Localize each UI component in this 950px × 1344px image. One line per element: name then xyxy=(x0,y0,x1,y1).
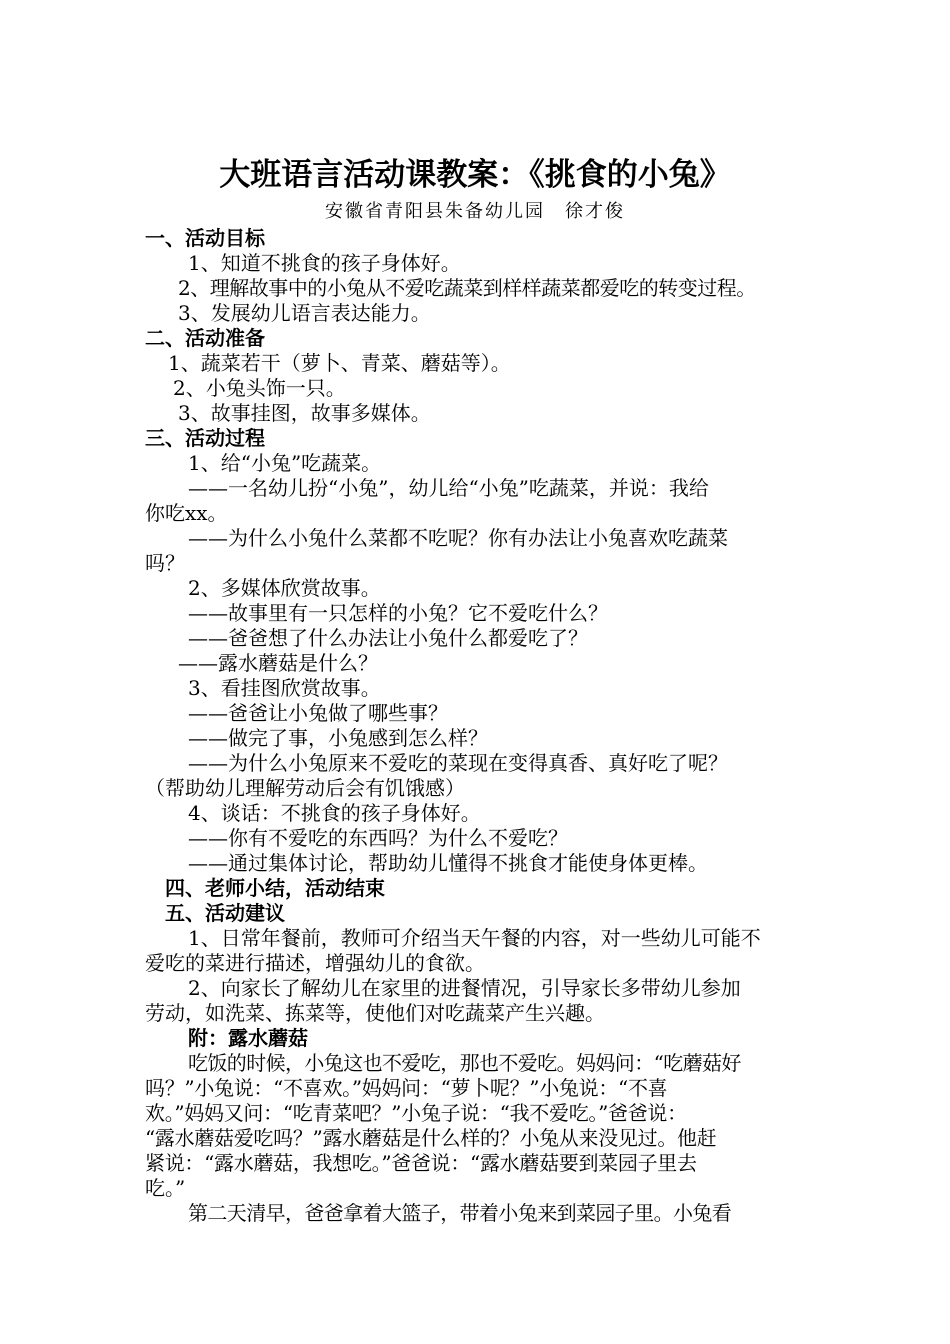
author-line: 安徽省青阳县朱备幼儿园 徐才俊 xyxy=(325,201,625,222)
heading-goals: 一、活动目标 xyxy=(145,226,265,250)
goal-3: 3、发展幼儿语言表达能力。 xyxy=(178,301,431,325)
prep-2: 2、小兔头饰一只。 xyxy=(173,376,346,400)
story-text: 吗？”小兔说：“不喜欢。”妈妈问：“萝卜呢？”小兔说：“不喜 xyxy=(145,1076,668,1100)
goal-1: 1、知道不挑食的孩子身体好。 xyxy=(188,251,461,275)
heading-preparation: 二、活动准备 xyxy=(145,326,265,350)
prep-3: 3、故事挂图，故事多媒体。 xyxy=(178,401,431,425)
process-text: ——一名幼儿扮“小兔”，幼儿给“小兔”吃蔬菜，并说：我给 xyxy=(188,476,709,500)
process-text: ——为什么小兔什么菜都不吃呢？你有办法让小兔喜欢吃蔬菜 xyxy=(188,526,728,550)
process-text: 吗？ xyxy=(145,551,185,575)
suggestion-text: 爱吃的菜进行描述，增强幼儿的食欲。 xyxy=(145,951,485,975)
process-note: （帮助幼儿理解劳动后会有饥饿感） xyxy=(145,776,465,800)
suggestion-text: 2、向家长了解幼儿在家里的进餐情况，引导家长多带幼儿参加 xyxy=(188,976,741,1000)
process-text: ——故事里有一只怎样的小兔？它不爱吃什么？ xyxy=(188,601,608,625)
page-title: 大班语言活动课教案：《挑食的小兔》 xyxy=(219,157,731,193)
suggestion-text: 1、日常年餐前，教师可介绍当天午餐的内容，对一些幼儿可能不 xyxy=(188,926,761,950)
process-text: ——你有不爱吃的东西吗？为什么不爱吃？ xyxy=(188,826,568,850)
process-step-1: 1、给“小兔”吃蔬菜。 xyxy=(188,451,382,475)
process-text: ——爸爸想了什么办法让小兔什么都爱吃了？ xyxy=(188,626,588,650)
process-step-4: 4、谈话：不挑食的孩子身体好。 xyxy=(188,801,481,825)
story-text: 紧说：“露水蘑菇，我想吃。”爸爸说：“露水蘑菇要到菜园子里去 xyxy=(145,1151,697,1175)
story-text: 吃饭的时候，小兔这也不爱吃，那也不爱吃。妈妈问：“吃蘑菇好 xyxy=(188,1051,741,1075)
process-step-3: 3、看挂图欣赏故事。 xyxy=(188,676,381,700)
prep-1: 1、蔬菜若干（萝卜、青菜、蘑菇等）。 xyxy=(168,351,511,375)
process-text: 你吃xx。 xyxy=(145,501,228,525)
heading-process: 三、活动过程 xyxy=(145,426,265,450)
story-text: 欢。”妈妈又问：“吃青菜吧？”小兔子说：“我不爱吃。”爸爸说： xyxy=(145,1101,687,1125)
goal-2: 2、理解故事中的小兔从不爱吃蔬菜到样样蔬菜都爱吃的转变过程。 xyxy=(178,276,756,300)
process-text: ——通过集体讨论，帮助幼儿懂得不挑食才能使身体更棒。 xyxy=(188,851,708,875)
suggestion-text: 劳动，如洗菜、拣菜等，使他们对吃蔬菜产生兴趣。 xyxy=(145,1001,605,1025)
heading-appendix: 附：露水蘑菇 xyxy=(188,1026,308,1050)
story-text: 吃。” xyxy=(145,1176,186,1200)
process-text: ——为什么小兔原来不爱吃的菜现在变得真香、真好吃了呢？ xyxy=(188,751,728,775)
process-text: ——露水蘑菇是什么？ xyxy=(178,651,378,675)
heading-summary: 四、老师小结，活动结束 xyxy=(165,876,385,900)
process-text: ——做完了事，小兔感到怎么样？ xyxy=(188,726,488,750)
story-text: 第二天清早，爸爸拿着大篮子，带着小兔来到菜园子里。小兔看 xyxy=(188,1201,732,1225)
heading-suggestions: 五、活动建议 xyxy=(165,901,285,925)
process-text: ——爸爸让小兔做了哪些事？ xyxy=(188,701,448,725)
process-step-2: 2、多媒体欣赏故事。 xyxy=(188,576,381,600)
story-text: “露水蘑菇爱吃吗？”露水蘑菇是什么样的？小兔从来没见过。他赶 xyxy=(145,1126,717,1150)
